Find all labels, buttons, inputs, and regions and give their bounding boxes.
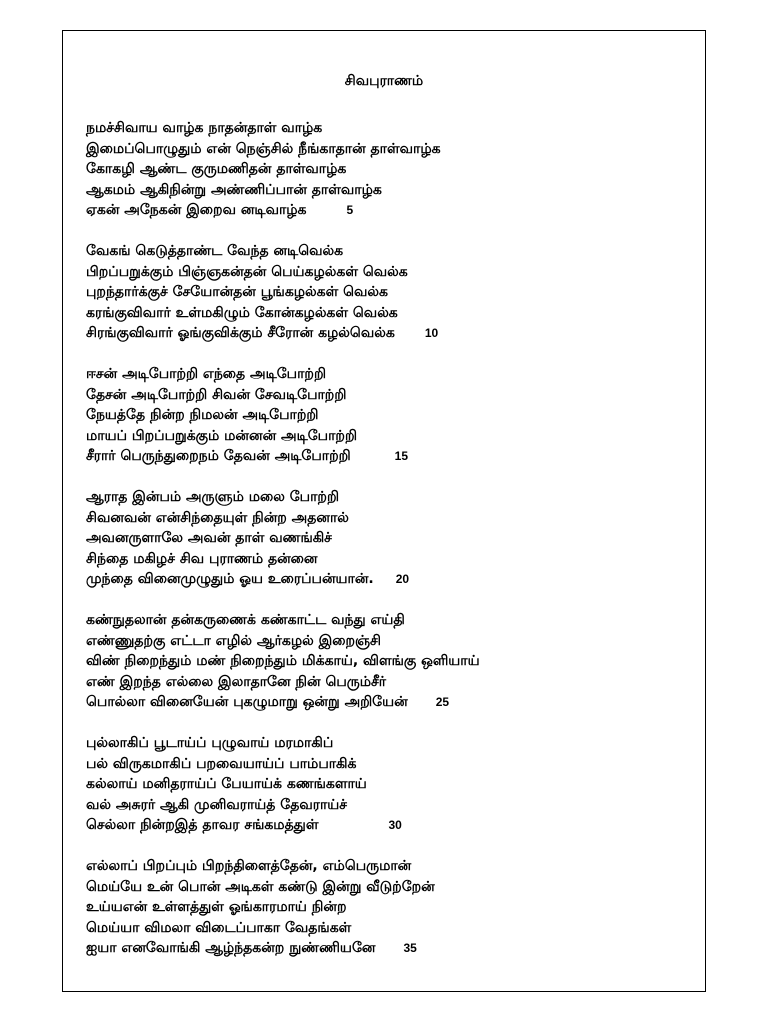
verse-number: 20 xyxy=(395,572,410,587)
verse-line-text: புல்லாகிப் பூடாய்ப் புழுவாய் மரமாகிப் xyxy=(86,735,334,751)
verse-line-text: செல்லா நின்றஇத் தாவர சங்கமத்துள் xyxy=(86,817,319,834)
stanza-4 xyxy=(86,487,686,590)
verse-line-text: உய்யஎன் உள்ளத்துள் ஓங்காரமாய் நின்ற xyxy=(86,899,347,916)
verse-line-text: வல் அசுரர் ஆகி முனிவராய்த் தேவராய்ச் xyxy=(86,796,348,813)
verse-line xyxy=(86,569,686,590)
verse-line xyxy=(86,282,686,303)
verse-line xyxy=(86,938,686,959)
verse-line xyxy=(86,877,686,898)
verse-line-text: பல் விருகமாகிப் பறவையாய்ப் பாம்பாகிக் xyxy=(86,755,357,772)
verse-line-text: ஆராத இன்பம் அருளும் மலை போற்றி xyxy=(86,489,339,505)
stanza-6 xyxy=(86,733,686,836)
verse-line-text: கண்நுதலான் தன்கருணைக் கண்காட்ட வந்து எய்தி xyxy=(86,612,405,628)
verse-line xyxy=(86,549,686,570)
verse-number: 30 xyxy=(388,818,402,833)
verse-line xyxy=(86,180,686,201)
verse-line-text: நேயத்தே நின்ற நிமலன் அடிபோற்றி xyxy=(86,407,319,424)
verse-line-text: கரங்குவிவார் உள்மகிழும் கோன்கழல்கள் வெல்க xyxy=(86,304,398,321)
verse-line-text: ஏகன் அநேகன் இறைவ னடிவாழ்க xyxy=(86,202,307,219)
verse-number: 10 xyxy=(424,326,439,341)
verse-line-text: இமைப்பொழுதும் என் நெஞ்சில் நீங்காதான் தாள்வாழ்க xyxy=(86,140,441,157)
verse-line xyxy=(86,303,686,324)
verse-line-text: எண்ணுதற்கு எட்டா எழில் ஆர்கழல் இறைஞ்சி xyxy=(86,632,381,649)
verse-line xyxy=(86,528,686,549)
verse-line xyxy=(86,774,686,795)
verse-line xyxy=(86,672,686,693)
verse-line xyxy=(86,323,686,344)
verse-line xyxy=(86,692,686,713)
verse-line xyxy=(86,897,686,918)
verse-line xyxy=(86,487,686,508)
verse-line xyxy=(86,733,686,754)
verse-line-text: ஐயா எனவோங்கி ஆழ்ந்தகன்ற நுண்ணியனே xyxy=(86,940,376,957)
verse-number: 5 xyxy=(346,203,354,218)
verse-line xyxy=(86,754,686,775)
verse-line-text: முந்தை வினைமுழுதும் ஓய உரைப்பன்யான். xyxy=(86,571,374,588)
verse-line-text: புறந்தார்க்குச் சேயோன்தன் பூங்கழல்கள் வெல்க xyxy=(86,284,388,301)
stanza-5 xyxy=(86,610,686,713)
verse-line-text: ஆகமம் ஆகிநின்று அண்ணிப்பான் தாள்வாழ்க xyxy=(86,181,382,198)
verse-line-text: எண் இறந்த எல்லை இலாதானே நின் பெரும்சீர் xyxy=(86,673,387,690)
verse-line xyxy=(86,815,686,836)
verse-line xyxy=(86,159,686,180)
verse-line-text: பிறப்பறுக்கும் பிஞ்ஞகன்தன் பெய்கழல்கள் வெல்க xyxy=(86,263,408,280)
verse-line-text: சிந்தை மகிழச் சிவ புராணம் தன்னை xyxy=(86,550,318,567)
verse-line-text: மெய்யா விமலா விடைப்பாகா வேதங்கள் xyxy=(86,919,352,936)
verse-line xyxy=(86,631,686,652)
verse-line xyxy=(86,385,686,406)
verse-number: 25 xyxy=(435,695,450,710)
verse-line-text: எல்லாப் பிறப்பும் பிறந்திளைத்தேன், எம்பெருமான் xyxy=(86,858,412,874)
verse-line-text: ஈசன் அடிபோற்றி எந்தை அடிபோற்றி xyxy=(86,366,326,382)
verse-line-text: அவனருளாலே அவன் தாள் வணங்கிச் xyxy=(86,530,332,547)
verse-line xyxy=(86,610,686,631)
verse-line xyxy=(86,426,686,447)
stanza-3 xyxy=(86,364,686,467)
verse-line xyxy=(86,405,686,426)
verse-line xyxy=(86,364,686,385)
stanza-1 xyxy=(86,118,686,221)
verse-line xyxy=(86,508,686,529)
verse-line-text: தேசன் அடிபோற்றி சிவன் சேவடிபோற்றி xyxy=(86,386,347,403)
verse-line xyxy=(86,918,686,939)
verse-number: 35 xyxy=(403,941,417,956)
verse-line-text: கல்லாய் மனிதராய்ப் பேயாய்க் கணங்களாய் xyxy=(86,776,367,793)
verse-number: 15 xyxy=(394,449,409,464)
verse-line xyxy=(86,651,686,672)
verse-line xyxy=(86,139,686,160)
verse-line-text: கோகழி ஆண்ட குருமணிதன் தாள்வாழ்க xyxy=(86,161,347,178)
verse-line-text: சிவனவன் என்சிந்தையுள் நின்ற அதனால் xyxy=(86,509,349,526)
verse-line-text: மெய்யே உன் பொன் அடிகள் கண்டு இன்று வீடுற்றேன் xyxy=(86,878,435,895)
verse-line-text: சிரங்குவிவார் ஓங்குவிக்கும் சீரோன் கழல்வெல்க xyxy=(86,325,395,342)
verse-line xyxy=(86,118,686,139)
verse-line xyxy=(86,795,686,816)
poem-title: சிவபுராணம் xyxy=(344,73,424,89)
verse-line xyxy=(86,200,686,221)
verse-line-text: மாயப் பிறப்பறுக்கும் மன்னன் அடிபோற்றி xyxy=(86,427,357,444)
verse-line xyxy=(86,241,686,262)
stanza-2 xyxy=(86,241,686,344)
verse-line-text: விண் நிறைந்தும் மண் நிறைந்தும் மிக்காய், விளங்கு ஒளியாய் xyxy=(86,653,480,670)
verse-line xyxy=(86,262,686,283)
verse-line-text: வேகங் கெடுத்தாண்ட வேந்த னடிவெல்க xyxy=(86,243,344,259)
stanza-7 xyxy=(86,856,686,959)
verse-line xyxy=(86,446,686,467)
verse-line xyxy=(86,856,686,877)
verse-line-text: சீரார் பெருந்துறைநம் தேவன் அடிபோற்றி xyxy=(86,448,351,465)
verse-line-text: பொல்லா வினையேன் புகழுமாறு ஒன்று அறியேன் xyxy=(86,694,408,711)
verse-line-text: நமச்சிவாய வாழ்க நாதன்தாள் வாழ்க xyxy=(86,120,323,136)
